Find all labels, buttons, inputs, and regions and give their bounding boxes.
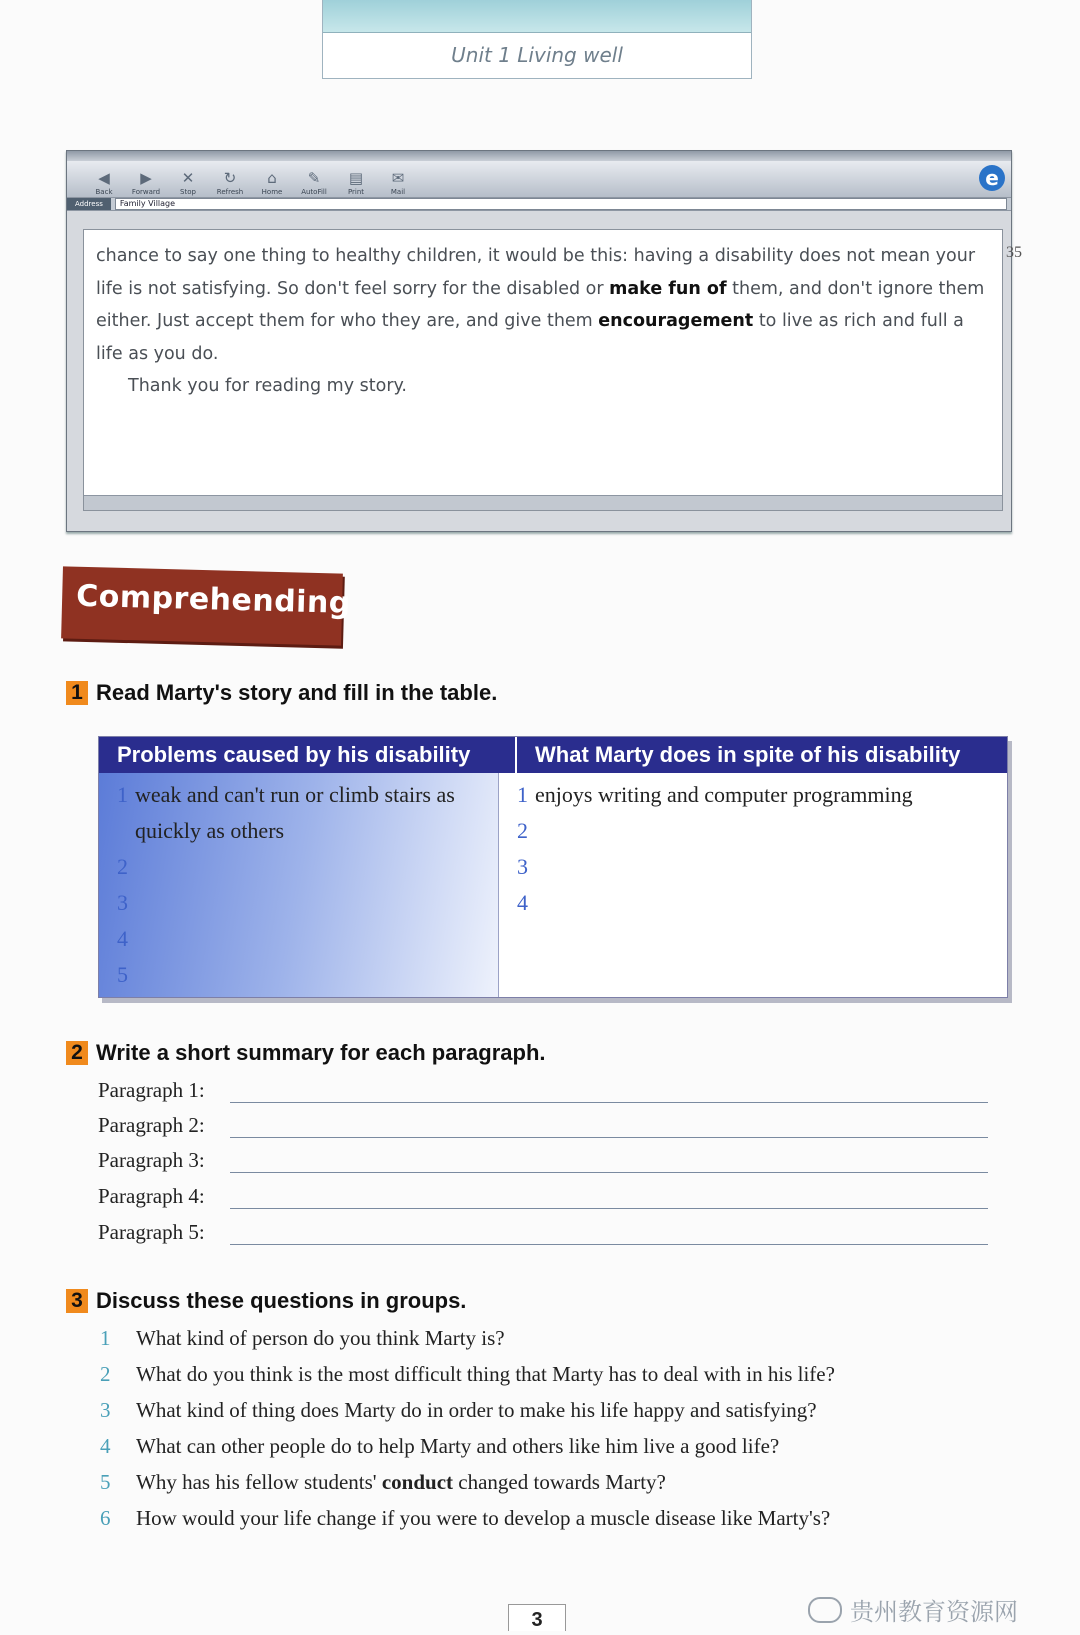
back-button[interactable]: ◀ Back	[83, 169, 125, 197]
browser-content	[83, 229, 1022, 511]
summary-row	[98, 1078, 988, 1103]
table-row: 4	[117, 926, 128, 951]
column-header-problems: Problems caused by his disability	[99, 737, 517, 773]
summary-row	[98, 1184, 988, 1209]
table-row: 3	[117, 890, 128, 915]
table-row: 3	[517, 854, 528, 879]
task-number: 1	[66, 681, 88, 705]
back-icon: ◀	[98, 169, 110, 187]
home-icon: ⌂	[267, 169, 277, 187]
task-3-heading	[66, 1288, 466, 1314]
question-item: 3 What kind of thing does Marty do in order to make his life happy and satisfying?	[100, 1398, 817, 1422]
answer-line[interactable]	[230, 1230, 988, 1245]
fill-in-table	[98, 736, 1008, 998]
table-row: 1 weak and can't run or climb stairs as	[117, 782, 455, 807]
keyword-make-fun-of: make fun of	[609, 278, 727, 299]
refresh-icon: ↻	[223, 169, 237, 187]
achievements-column[interactable]	[499, 773, 1007, 997]
passage-paragraph: chance to say one thing to healthy children, it would be this: having a disability does not mean your life is not satisfying. So don't feel sorry for the disabled or make fun of them, and don't ignore them either. Just accept them for who they are, and give them encouragement to live as rich and full a life as you do.	[96, 246, 985, 364]
print-button[interactable]: ▤ Print	[335, 169, 377, 197]
answer-line[interactable]	[230, 1123, 988, 1138]
print-icon: ▤	[348, 169, 364, 187]
address-bar	[67, 197, 1011, 211]
answer-line[interactable]	[230, 1088, 988, 1103]
question-item: 5 Why has his fellow students' conduct changed towards Marty?	[100, 1470, 666, 1494]
question-item: 2 What do you think is the most difficult thing that Marty has to deal with in his life?	[100, 1362, 835, 1386]
task-1-heading	[66, 680, 497, 706]
forward-button[interactable]: ▶ Forward	[125, 169, 167, 197]
table-header	[99, 737, 1007, 773]
address-input[interactable]: Family Village	[115, 198, 1007, 210]
home-button[interactable]: ⌂ Home	[251, 169, 293, 197]
unit-title: Unit 1 Living well	[451, 43, 623, 67]
table-row: 1 enjoys writing and computer programming	[517, 782, 913, 807]
autofill-icon: ✎	[307, 169, 321, 187]
forward-icon: ▶	[140, 169, 152, 187]
paragraph-label: Paragraph 1:	[98, 1078, 205, 1102]
question-item: 1 What kind of person do you think Marty is?	[100, 1326, 505, 1350]
question-item: 6 How would your life change if you were to develop a muscle disease like Marty's?	[100, 1506, 831, 1530]
answer-line[interactable]	[230, 1158, 988, 1173]
unit-header	[322, 0, 752, 79]
task-instruction: Write a short summary for each paragraph.	[96, 1040, 546, 1065]
paragraph-label: Paragraph 5:	[98, 1220, 205, 1244]
story-passage	[84, 230, 1002, 403]
question-item: 4 What can other people do to help Marty and others like him live a good life?	[100, 1434, 780, 1458]
horizontal-scrollbar[interactable]	[84, 495, 1002, 510]
answer-line[interactable]	[230, 1194, 988, 1209]
table-row: 2	[117, 854, 128, 879]
task-number: 2	[66, 1041, 88, 1065]
line-number: 35	[1006, 244, 1022, 261]
watermark	[808, 1592, 1018, 1627]
problems-column[interactable]	[99, 773, 499, 997]
task-number: 3	[66, 1289, 88, 1313]
paragraph-label: Paragraph 3:	[98, 1148, 205, 1172]
table-row: 4	[517, 890, 528, 915]
column-header-achievements: What Marty does in spite of his disability	[535, 742, 961, 767]
task-2-heading	[66, 1040, 546, 1066]
autofill-button[interactable]: ✎ AutoFill	[293, 169, 335, 197]
section-banner	[61, 566, 352, 645]
table-body	[99, 773, 1007, 997]
header-image	[323, 0, 751, 33]
wechat-icon	[808, 1597, 842, 1623]
task-instruction: Read Marty's story and fill in the table.	[96, 680, 498, 705]
keyword-encouragement: encouragement	[598, 311, 754, 331]
table-row: quickly as others	[135, 818, 285, 843]
address-label: Address	[67, 198, 111, 210]
mail-button[interactable]: ✉ Mail	[377, 169, 419, 197]
task-instruction: Discuss these questions in groups.	[96, 1288, 467, 1313]
browser-titlebar	[67, 151, 1011, 161]
summary-row	[98, 1113, 988, 1138]
section-title: Comprehending	[75, 578, 352, 621]
browser-toolbar	[67, 161, 1011, 197]
watermark-text: 贵州教育资源网	[850, 1598, 1018, 1626]
browser-window	[66, 150, 1022, 532]
mail-icon: ✉	[391, 169, 405, 187]
paragraph-label: Paragraph 4:	[98, 1184, 205, 1208]
passage-closing: Thank you for reading my story.	[128, 376, 407, 396]
page-number: 3	[508, 1604, 566, 1631]
table-row: 5	[117, 962, 128, 987]
summary-row	[98, 1148, 988, 1173]
refresh-button[interactable]: ↻ Refresh	[209, 169, 251, 197]
browser-logo-icon: e	[979, 165, 1005, 191]
stop-button[interactable]: ✕ Stop	[167, 169, 209, 197]
stop-icon: ✕	[181, 169, 195, 187]
table-row: 2	[517, 818, 528, 843]
summary-row	[98, 1220, 988, 1245]
paragraph-label: Paragraph 2:	[98, 1113, 205, 1137]
keyword-conduct: conduct	[381, 1470, 454, 1494]
